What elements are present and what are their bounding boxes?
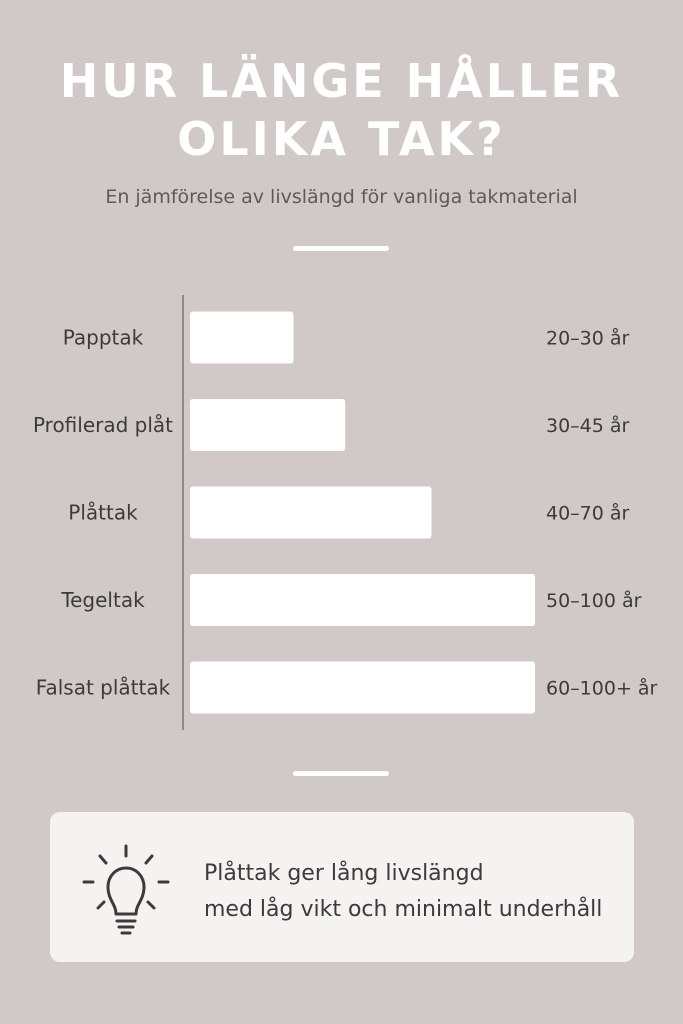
lightbulb-icon xyxy=(80,840,172,940)
value-label: 50–100 år xyxy=(546,590,642,612)
bar xyxy=(190,399,345,451)
category-label: Plåttak xyxy=(68,500,138,525)
value-label: 60–100+ år xyxy=(546,677,658,700)
category-label: Papptak xyxy=(62,325,144,350)
page-title xyxy=(0,52,683,168)
bar xyxy=(190,312,294,364)
category-label: Profilerad plåt xyxy=(32,413,174,437)
top-divider xyxy=(293,246,389,251)
tip-text xyxy=(204,856,602,928)
title-line-2: OLIKA TAK? xyxy=(177,112,506,166)
bar xyxy=(190,662,535,714)
bar xyxy=(190,487,432,539)
bar xyxy=(190,574,535,626)
lifespan-bar-chart xyxy=(0,290,683,740)
bottom-divider xyxy=(293,771,389,776)
value-label: 40–70 år xyxy=(546,502,630,525)
value-label: 30–45 år xyxy=(546,415,630,437)
title-line-1: HUR LÄNGE HÅLLER xyxy=(59,54,624,108)
tip-line-2: med låg vikt och minimalt underhåll xyxy=(204,897,603,922)
tip-box xyxy=(50,812,634,962)
value-label: 20–30 år xyxy=(546,327,630,350)
category-label: Tegeltak xyxy=(61,588,145,612)
tip-line-1: Plåttak ger lång livslängd xyxy=(204,861,484,886)
category-label: Falsat plåttak xyxy=(35,675,171,700)
subtitle: En jämförelse av livslängd för vanliga takmaterial xyxy=(105,186,578,208)
